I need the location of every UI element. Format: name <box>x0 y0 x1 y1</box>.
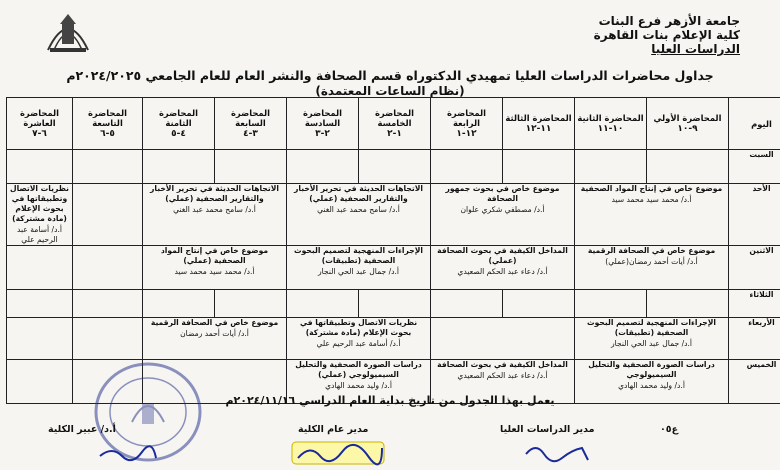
column-header: المحاضرة السابعة ٣-٤ <box>215 98 287 150</box>
empty-cell <box>503 150 575 184</box>
schedule-table <box>6 97 780 404</box>
empty-cell <box>73 246 143 290</box>
session-cell: موضوع خاص في الصحافة الرقمية أ.د/ أيات أحمد رمضان <box>143 318 287 360</box>
empty-cell <box>287 150 359 184</box>
day-label: السبت <box>729 150 780 184</box>
session-cell: الإجراءات المنهجية لتصميم البحوث الصحفية (تطبيقات) أ.د/ جمال عبد الحي النجار <box>287 246 431 290</box>
column-header: المحاضرة السادسة ٢-٣ <box>287 98 359 150</box>
empty-cell <box>431 290 503 318</box>
table-row-tuesday <box>7 290 780 318</box>
session-cell: موضوع خاص في بحوث جمهور الصحافة أ.د/ مصطفي شكري علوان <box>431 184 575 246</box>
day-label: الثلاثاء <box>729 290 780 318</box>
schedule-title: جداول محاضرات الدراسات العليا تمهيدي الدكتوراه قسم الصحافة والنشر العام للعام الجامعي ٢٠٢٤/٢٠٢٥م <box>66 68 714 83</box>
empty-cell <box>359 290 431 318</box>
empty-cell <box>143 150 215 184</box>
session-cell: الاتجاهات الحديثة في تحرير الأخبار والتقارير الصحفية (عملي) أ.د/ سامح محمد عبد الغني <box>287 184 431 246</box>
faculty-name: كلية الإعلام بنات القاهرة <box>593 28 740 42</box>
column-header: المحاضرة الثالثة ١١-١٢ <box>503 98 575 150</box>
empty-cell <box>7 290 73 318</box>
effective-date-note: يعمل بهذا الجدول من تاريخ بداية العام الدراسي ٢٠٢٤/١١/١٦م <box>225 394 555 407</box>
column-header: المحاضرة الثانية ١٠-١١ <box>575 98 647 150</box>
empty-cell <box>7 246 73 290</box>
empty-cell <box>215 290 287 318</box>
signature-label-reviewer: ع٠٥ <box>660 424 679 435</box>
day-column-header: اليوم <box>729 98 780 150</box>
session-cell: الاتجاهات الحديثة في تحرير الأخبار والتقارير الصحفية (عملي) أ.د/ سامح محمد عبد الغني <box>143 184 287 246</box>
empty-cell <box>359 150 431 184</box>
day-label: الاثنين <box>729 246 780 290</box>
empty-cell <box>575 290 647 318</box>
session-cell: دراسات الصورة الصحفية والتحليل السيميولوجي أ.د/ وليد محمد الهادي <box>575 360 729 404</box>
session-cell: نظريات الاتصال وتطبيقاتها في بحوث الإعلام (مادة مشتركة) أ.د/ أسامة عبد الرحيم علي <box>287 318 431 360</box>
empty-cell <box>431 150 503 184</box>
empty-cell <box>647 150 729 184</box>
column-header: المحاضرة الرابعة ١٢-١ <box>431 98 503 150</box>
empty-cell <box>73 150 143 184</box>
header-row <box>7 98 780 150</box>
university-logo <box>40 6 96 56</box>
empty-cell <box>431 318 575 360</box>
empty-cell <box>575 150 647 184</box>
session-cell: موضوع خاص في إنتاج المواد الصحفية (عملي) أ.د/ محمد سيد محمد سيد <box>143 246 287 290</box>
session-cell: الإجراءات المنهجية لتصميم البحوث الصحفية (تطبيقات) أ.د/ جمال عبد الحي النجار <box>575 318 729 360</box>
empty-cell <box>73 290 143 318</box>
empty-cell <box>7 318 73 360</box>
day-label: الأربعاء <box>729 318 780 360</box>
day-label: الخميس <box>729 360 780 404</box>
signature-dean <box>96 442 160 464</box>
empty-cell <box>7 150 73 184</box>
signature-label-postgrad-manager: مدير الدراسات العليا <box>500 424 595 435</box>
session-cell: نظريات الاتصال وتطبيقاتها في بحوث الإعلام (مادة مشتركة) أ.د/ أسامة عبد الرحيم علي <box>7 184 73 246</box>
column-header: المحاضرة الخامسة ١-٢ <box>359 98 431 150</box>
table-row-monday <box>7 246 780 290</box>
table-row-wednesday <box>7 318 780 360</box>
institution-block <box>540 14 740 56</box>
empty-cell <box>647 290 729 318</box>
empty-cell <box>503 290 575 318</box>
signature-label-dean: أ.د/ عبير الكلية <box>48 424 116 435</box>
column-header: المحاضرة العاشرة ٦-٧ <box>7 98 73 150</box>
session-cell: موضوع خاص في إنتاج المواد الصحفية أ.د/ محمد سيد محمد سيد <box>575 184 729 246</box>
empty-cell <box>287 290 359 318</box>
session-cell: المداخل الكيفية في بحوث الصحافة أ.د/ دعاء عبد الحكم الصعيدي <box>431 360 575 404</box>
column-header: المحاضرة الأولي ٩-١٠ <box>647 98 729 150</box>
table-row-sunday <box>7 184 780 246</box>
column-header: المحاضرة الثامنة ٤-٥ <box>143 98 215 150</box>
university-name: جامعة الأزهر فرع البنات <box>598 14 740 28</box>
empty-cell <box>73 318 143 360</box>
signature-general-manager <box>290 440 386 466</box>
table-row-saturday <box>7 150 780 184</box>
day-label: الأحد <box>729 184 780 246</box>
column-header: المحاضرة التاسعة ٥-٦ <box>73 98 143 150</box>
session-cell: المداخل الكيفية في بحوث الصحافة (عملي) أ.د/ دعاء عبد الحكم الصعيدي <box>431 246 575 290</box>
session-cell: دراسات الصورة الصحفية والتحليل السيميولوجي (عملي) أ.د/ وليد محمد الهادي <box>287 360 431 404</box>
empty-cell <box>143 290 215 318</box>
signature-postgrad-manager <box>522 440 592 466</box>
schedule-subtitle: (نظام الساعات المعتمدة) <box>315 84 465 98</box>
session-cell: موضوع خاص في الصحافة الرقمية أ.د/ أيات أحمد رمضان(عملي) <box>575 246 729 290</box>
department-name: الدراسات العليا <box>651 42 740 56</box>
empty-cell <box>73 184 143 246</box>
signature-label-general-manager: مدير عام الكلية <box>298 424 369 435</box>
empty-cell <box>215 150 287 184</box>
